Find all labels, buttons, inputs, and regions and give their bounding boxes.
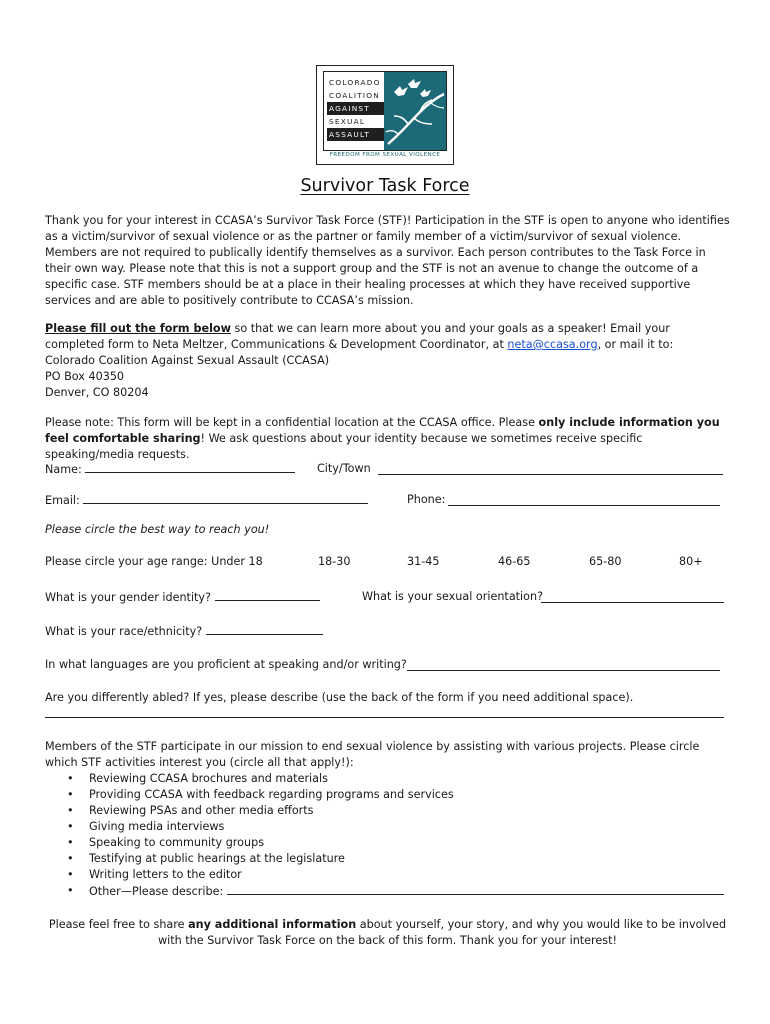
- logo-wordmark: [329, 76, 389, 141]
- phone-field[interactable]: [448, 494, 720, 506]
- age-label: Please circle your age range: Under 18: [45, 555, 263, 568]
- gender-field[interactable]: [215, 589, 320, 601]
- logo-line-3: AGAINST: [327, 102, 389, 115]
- logo-line-2: COALITION: [329, 91, 381, 100]
- languages-field[interactable]: [407, 659, 720, 671]
- activities-intro: Members of the STF participate in our mission to end sexual violence by assisting with various projects. Please circle which STF activities interest you (circle all that apply!):: [45, 740, 700, 769]
- note-text-1: Please note: This form will be kept in a confidential location at the CCASA office. Please: [45, 416, 539, 429]
- logo-line-5: ASSAULT: [327, 128, 389, 141]
- identity-row: [45, 589, 730, 605]
- activities-list: [67, 771, 727, 900]
- closing-text-2: about yourself, your story, and why you would like to be involved with the Survivor Task Force on the back of this form. Thank you for your interest!: [157, 918, 727, 947]
- confidential-note: [45, 415, 730, 463]
- race-label: What is your race/ethnicity?: [45, 625, 206, 638]
- logo-frame: [323, 71, 447, 151]
- closing-text-1: Please feel free to share: [48, 918, 189, 931]
- activity-item[interactable]: • Reviewing PSAs and other media efforts: [67, 803, 727, 819]
- closing-bold: any additional information: [188, 918, 357, 931]
- city-field[interactable]: [378, 463, 723, 475]
- name-city-row: [45, 461, 730, 477]
- closing-paragraph: [45, 917, 730, 949]
- note-bold: only include information you feel comfortable sharing: [45, 416, 720, 445]
- instructions-text-2: , or mail it to:: [597, 338, 674, 351]
- orientation-field[interactable]: [541, 591, 724, 603]
- abled-field[interactable]: [45, 706, 724, 718]
- age-range-row: [45, 554, 730, 570]
- activity-item-other[interactable]: [67, 883, 727, 900]
- activity-item[interactable]: • Writing letters to the editor: [67, 867, 727, 883]
- other-field[interactable]: [227, 883, 724, 895]
- city-label: City/Town: [317, 462, 371, 475]
- orientation-label: What is your sexual orientation?: [362, 590, 544, 603]
- age-option-18-30[interactable]: 18-30: [318, 555, 351, 568]
- address-line-2: PO Box 40350: [45, 370, 125, 383]
- email-label: Email:: [45, 494, 84, 507]
- logo-line-1: COLORADO: [329, 78, 381, 87]
- email-link[interactable]: neta@ccasa.org: [507, 338, 598, 351]
- activity-item[interactable]: • Giving media interviews: [67, 819, 727, 835]
- age-option-80-plus[interactable]: 80+: [679, 555, 703, 568]
- reach-prompt: Please circle the best way to reach you!: [45, 523, 270, 536]
- logo-tagline: FREEDOM FROM SEXUAL VIOLENCE: [329, 152, 441, 158]
- instructions-text-1: so that we can learn more about you and your goals as a speaker! Email your completed form to Neta Meltzer, Communications & Development Coordinator, at: [45, 322, 670, 351]
- email-phone-row: [45, 492, 730, 508]
- age-option-31-45[interactable]: 31-45: [407, 555, 440, 568]
- race-field[interactable]: [206, 623, 323, 635]
- age-option-46-65[interactable]: 46-65: [498, 555, 531, 568]
- gender-label: What is your gender identity?: [45, 591, 215, 604]
- race-row: [45, 623, 730, 639]
- instructions-paragraph: [45, 321, 730, 401]
- ccasa-logo: [316, 65, 454, 165]
- note-text-2: ! We ask questions about your identity because we sometimes receive specific speaking/media requests.: [45, 432, 643, 461]
- address-line-3: Denver, CO 80204: [45, 386, 149, 399]
- abled-row: [45, 690, 730, 706]
- other-label: Other—Please describe:: [89, 885, 227, 898]
- fill-form-lead: Please fill out the form below: [45, 322, 231, 335]
- branch-birds-icon: [384, 72, 446, 150]
- abled-label: Are you differently abled? If yes, please describe (use the back of the form if you need additional space).: [45, 691, 634, 704]
- page-title: Survivor Task Force: [300, 176, 470, 196]
- name-label: Name:: [45, 463, 86, 476]
- activity-item[interactable]: • Speaking to community groups: [67, 835, 727, 851]
- email-field[interactable]: [83, 492, 368, 504]
- activity-item[interactable]: • Testifying at public hearings at the legislature: [67, 851, 727, 867]
- logo-line-4: SEXUAL: [329, 117, 366, 126]
- activity-item[interactable]: • Providing CCASA with feedback regarding programs and services: [67, 787, 727, 803]
- activity-item[interactable]: • Reviewing CCASA brochures and materials: [67, 771, 727, 787]
- address-line-1: Colorado Coalition Against Sexual Assault (CCASA): [45, 354, 330, 367]
- name-field[interactable]: [85, 461, 295, 473]
- phone-label: Phone:: [407, 493, 446, 506]
- age-option-65-80[interactable]: 65-80: [589, 555, 622, 568]
- languages-row: [45, 657, 730, 673]
- logo-branch-emblem: [384, 72, 446, 150]
- languages-label: In what languages are you proficient at speaking and/or writing?: [45, 658, 407, 671]
- intro-paragraph: Thank you for your interest in CCASA’s Survivor Task Force (STF)! Participation in the STF is open to anyone who identifies as a victim/survivor of sexual violence or as the partner or family member of a victim/survivor of sexual violence. Members are not required to publically identify themselves as a survivor. Each person contributes to the Task Force in their own way. Please note that this is not a support group and the STF is not an avenue to change the outcome of a specific case. STF members should be at a place in their healing processes at which they have received supportive services and are able to positively contribute to CCASA’s mission.: [45, 214, 730, 307]
